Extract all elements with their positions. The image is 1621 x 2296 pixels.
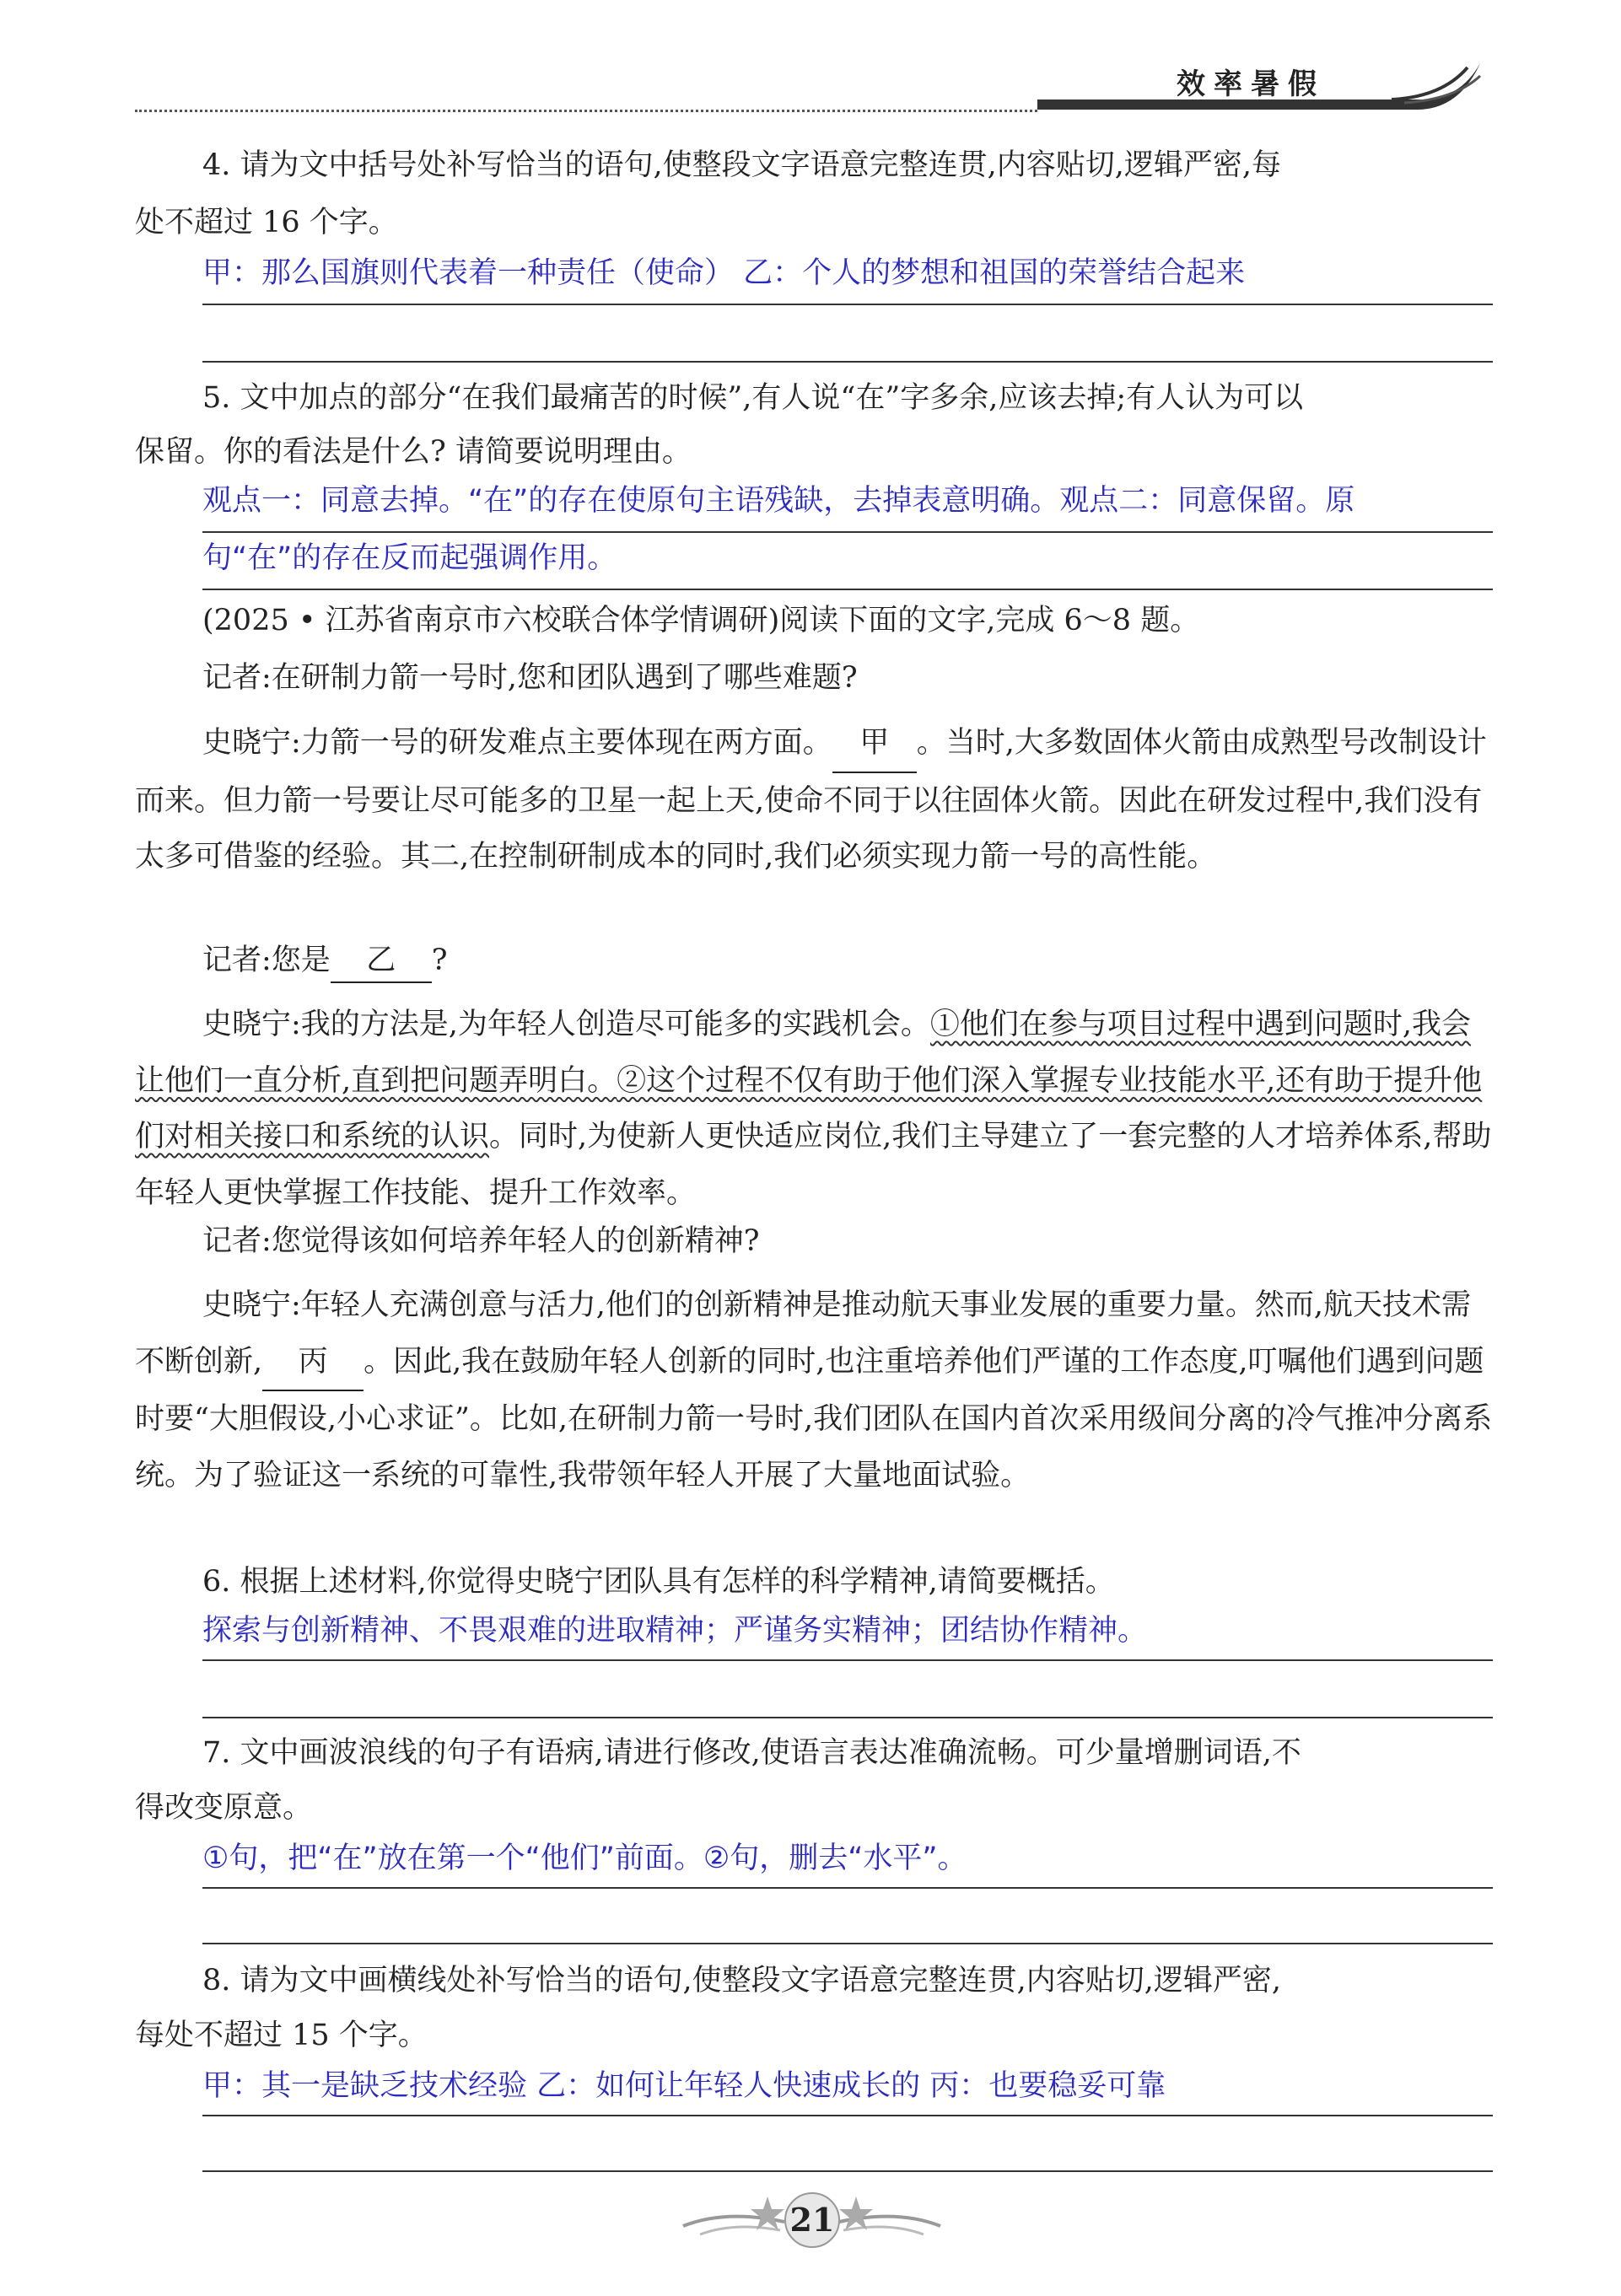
passage-paragraph-4-start: 史晓宁:我的方法是,为年轻人创造尽可能多的实践机会。 [202, 1008, 930, 1041]
answer-line [202, 1717, 1493, 1718]
wavy-sentence-2: ②这个过程不仅有助于他们深入掌握专业技能水平,还有助于提升他们对相关接口和系统的认识 [135, 1063, 1483, 1153]
blank-jia: 甲 [832, 715, 917, 773]
passage-paragraph-6 [135, 1277, 1493, 1503]
passage-paragraph-1: 记者:在研制力箭一号时,您和团队遇到了哪些难题? [202, 661, 858, 695]
answer-line [202, 1887, 1493, 1889]
answer-line [202, 2115, 1493, 2116]
passage-paragraph-5: 记者:您觉得该如何培养年轻人的创新精神? [202, 1224, 760, 1258]
question-7-prompt-line1: 7. 文中画波浪线的句子有语病,请进行修改,使语言表达准确流畅。可少量增删词语,不 [202, 1736, 1301, 1770]
question-5-answer-line2: 句“在”的存在反而起强调作用。 [202, 541, 617, 575]
blank-yi: 乙 [331, 940, 432, 983]
question-4-prompt-line1: 4. 请为文中括号处补写恰当的语句,使整段文字语意完整连贯,内容贴切,逻辑严密,每 [202, 148, 1282, 182]
question-4-answer: 甲：那么国旗则代表着一种责任（使命） 乙：个人的梦想和祖国的荣誉结合起来 [202, 256, 1246, 290]
passage-paragraph-3 [135, 940, 1493, 983]
question-8-prompt-line2: 每处不超过 15 个字。 [135, 2019, 428, 2052]
passage-paragraph-3-end: ? [431, 944, 448, 977]
passage-intro: (2025 • 江苏省南京市六校联合体学情调研)阅读下面的文字,完成 6～8 题。 [202, 604, 1200, 637]
answer-line [202, 304, 1493, 305]
passage-paragraph-6-rest: 。因此,我在鼓励年轻人创新的同时,也注重培养他们严谨的工作态度,叮嘱他们遇到问题时要“大胆假设,小心求证”。比如,在研制力箭一号时,我们团队在国内首次采用级间分离的冷气推冲分离系统。为了验证这一系统的可靠性,我带领年轻人开展了大量地面试验。 [135, 1344, 1493, 1492]
blank-bing: 丙 [262, 1334, 364, 1392]
wavy-sentence-1: ①他们在参与项目过程中遇到问题时,我会让他们一直分析,直到把问题弄明白。 [135, 1008, 1472, 1098]
question-6-answer: 探索与创新精神、不畏艰难的进取精神；严谨务实精神；团结协作精神。 [202, 1614, 1148, 1648]
right-star-ornament-icon [831, 2184, 949, 2260]
header-swoosh-decoration [1021, 51, 1493, 126]
question-5-prompt-line1: 5. 文中加点的部分“在我们最痛苦的时候”,有人说“在”字多余,应该去掉;有人认为可以 [202, 381, 1304, 415]
answer-line [202, 2170, 1493, 2172]
question-7-answer: ①句，把“在”放在第一个“他们”前面。②句，删去“水平”。 [202, 1842, 967, 1875]
header-dotted-rule [135, 110, 1037, 112]
page-header [0, 0, 1621, 126]
question-8-answer: 甲：其一是缺乏技术经验 乙：如何让年轻人快速成长的 丙：也要稳妥可靠 [202, 2069, 1166, 2103]
header-title: 效率暑假 [1177, 67, 1325, 101]
question-6-prompt: 6. 根据上述材料,你觉得史晓宁团队具有怎样的科学精神,请简要概括。 [202, 1565, 1115, 1599]
passage-paragraph-2-start: 史晓宁:力箭一号的研发难点主要体现在两方面。 [202, 726, 832, 760]
question-7-prompt-line2: 得改变原意。 [135, 1791, 313, 1825]
left-star-ornament-icon [675, 2184, 793, 2260]
question-4-prompt-line2: 处不超过 16 个字。 [135, 206, 398, 239]
answer-line [202, 531, 1493, 533]
passage-paragraph-4-rest: 。同时,为使新人更快适应岗位,我们主导建立了一套完整的人才培养体系,帮助年轻人更快掌握工作技能、提升工作效率。 [135, 1120, 1492, 1210]
page-number: 21 [784, 2192, 840, 2248]
answer-line [202, 589, 1493, 590]
passage-paragraph-3-start: 记者:您是 [202, 944, 331, 977]
answer-line [202, 1943, 1493, 1944]
passage-paragraph-4 [135, 997, 1493, 1221]
question-8-prompt-line1: 8. 请为文中画横线处补写恰当的语句,使整段文字语意完整连贯,内容贴切,逻辑严密, [202, 1964, 1282, 1998]
question-5-answer-line1: 观点一：同意去掉。“在”的存在使原句主语残缺，去掉表意明确。观点二：同意保留。原 [202, 484, 1355, 518]
answer-line [202, 361, 1493, 363]
question-5-prompt-line2: 保留。你的看法是什么? 请简要说明理由。 [135, 435, 692, 469]
passage-paragraph-2 [135, 715, 1493, 885]
passage-paragraph-2-rest: 。当时,大多数固体火箭由成熟型号改制设计而来。但力箭一号要让尽可能多的卫星一起上天,使命不同于以往固体火箭。因此在研发过程中,我们没有太多可借鉴的经验。其二,在控制研制成本的同时,我们必须实现力箭一号的高性能。 [135, 726, 1487, 874]
passage-paragraph-6-start: 史晓宁:年轻人充满创意与活力,他们的创新精神是推动航天事业发展的重要力量。然而,航天技术需不断创新, [135, 1288, 1472, 1379]
answer-line [202, 1659, 1493, 1661]
